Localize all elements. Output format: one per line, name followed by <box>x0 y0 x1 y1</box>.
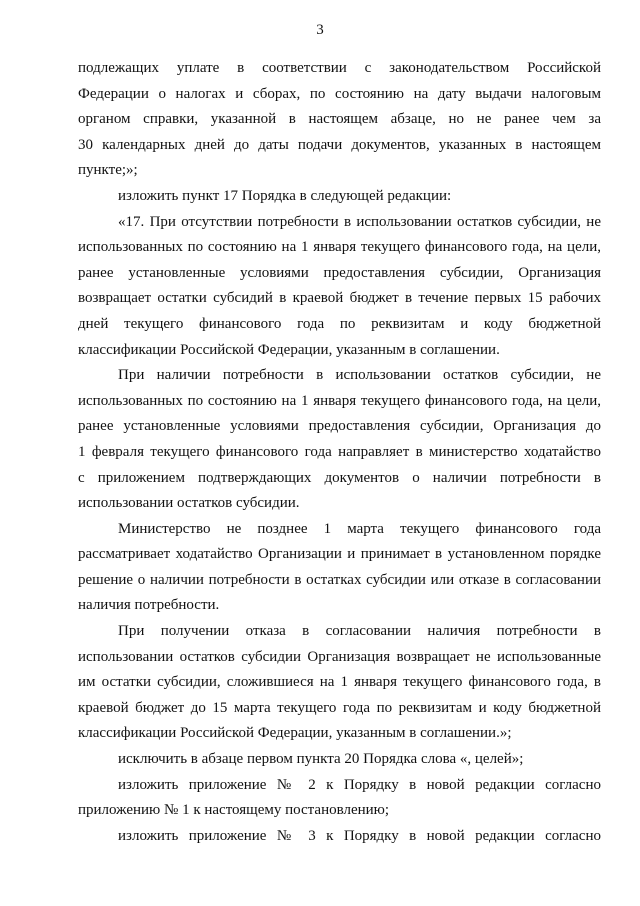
text-line: использовании остатков субсидии. <box>78 495 300 512</box>
paragraph <box>78 747 601 773</box>
text-line: изложить приложение № 3 к Порядку в новой редакции согласно <box>118 827 601 844</box>
text-line: Министерство не позднее 1 марта текущего финансового года <box>118 520 601 537</box>
text-line: классификации Российской Федерации, указанным в соглашении.»; <box>78 725 512 742</box>
page-number: 3 <box>316 22 324 38</box>
text-line: дней текущего финансового года по реквизитам и коду бюджетной <box>78 315 601 332</box>
paragraph <box>78 517 601 619</box>
text-line: органом справки, указанной в настоящем абзаце, но не ранее чем за <box>78 111 601 128</box>
text-line: исключить в абзаце первом пункта 20 Порядка слова «, целей»; <box>118 751 524 768</box>
text-line: краевой бюджет до 15 марта текущего года по реквизитам и коду бюджетной <box>78 699 601 716</box>
text-line: приложению № 1 к настоящему постановлению; <box>78 802 390 819</box>
text-line: решение о наличии потребности в остатках субсидии или отказе в согласовании <box>78 571 601 588</box>
text-line: 1 февраля текущего финансового года направляет в министерство ходатайство <box>78 443 601 460</box>
text-line: классификации Российской Федерации, указанным в соглашении. <box>78 341 500 358</box>
text-line: изложить пункт 17 Порядка в следующей редакции: <box>118 187 452 204</box>
paragraph <box>78 184 601 210</box>
document-body <box>78 56 601 849</box>
text-line: изложить приложение № 2 к Порядку в новой редакции согласно <box>118 776 601 793</box>
text-line: наличия потребности. <box>78 597 220 614</box>
text-line: ранее установленные условиями предоставления субсидии, Организация до <box>78 418 601 435</box>
text-line: использовании остатков субсидии Организация возвращает не использованные <box>78 648 601 665</box>
paragraph <box>78 56 601 184</box>
text-line: При наличии потребности в использовании остатков субсидии, не <box>118 367 601 384</box>
text-line: возвращает остатки субсидий в краевой бюджет в течение первых 15 рабочих <box>78 290 601 307</box>
text-line: Федерации о налогах и сборах, по состоянию на дату выдачи налоговым <box>78 85 601 102</box>
text-line: с приложением подтверждающих документов о наличии потребности в <box>78 469 601 486</box>
text-line: ранее установленные условиями предоставления субсидии, Организация <box>78 264 601 281</box>
paragraph <box>78 210 601 364</box>
text-line: подлежащих уплате в соответствии с законодательством Российской <box>78 60 601 76</box>
paragraph <box>78 363 601 517</box>
text-line: рассматривает ходатайство Организации и принимает в установленном порядке <box>78 546 601 563</box>
paragraph <box>78 619 601 747</box>
paragraph <box>78 824 601 850</box>
text-line: «17. При отсутствии потребности в использовании остатков субсидии, не <box>118 213 601 230</box>
text-line: 30 календарных дней до даты подачи документов, указанных в настоящем <box>78 136 601 153</box>
text-line: пункте;»; <box>78 162 138 179</box>
text-line: При получении отказа в согласовании наличия потребности в <box>118 623 601 640</box>
text-line: использованных по состоянию на 1 января текущего финансового года, на цели, <box>78 239 601 256</box>
text-line: использованных по состоянию на 1 января текущего финансового года, на цели, <box>78 392 601 409</box>
text-line: им остатки субсидии, сложившиеся на 1 января текущего финансового года, в <box>78 674 601 691</box>
paragraph <box>78 773 601 824</box>
